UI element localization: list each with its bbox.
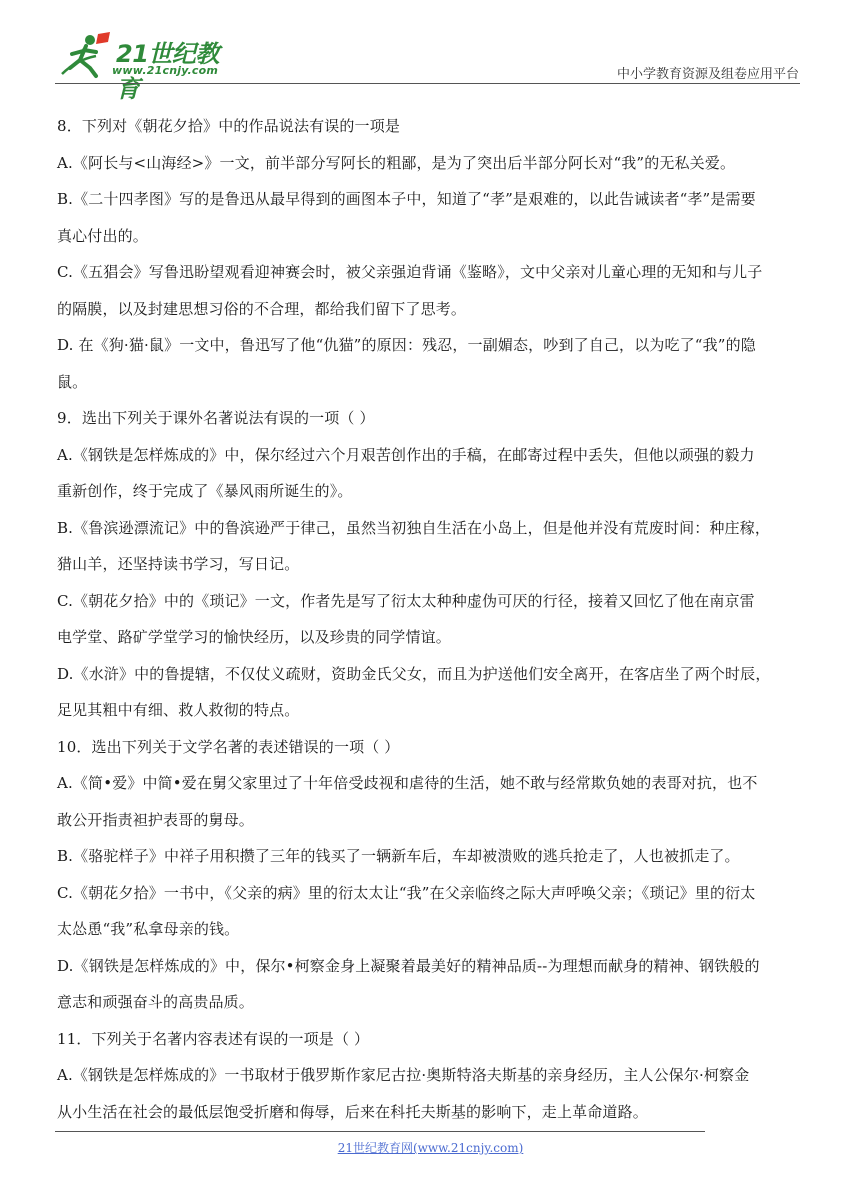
- question-10-option-c: C.《朝花夕拾》一书中，《父亲的病》里的衍太太让“我”在父亲临终之际大声呼唤父亲；《琐记》里的衍太: [57, 883, 756, 902]
- page-footer: [0, 1139, 861, 1156]
- question-10-option-a-cont: 敢公开指责袒护表哥的舅母。: [57, 810, 254, 829]
- question-10-option-c-cont: 太怂恿“我”私拿母亲的钱。: [57, 920, 240, 938]
- question-9-option-c: C.《朝花夕拾》中的《琐记》一文，作者先是写了衍太太种种虚伪可厌的行径，接着又回忆了他在南京雷: [57, 591, 755, 610]
- question-10-option-b: B.《骆驼样子》中祥子用积攒了三年的钱买了一辆新车后，车却被溃败的逃兵抢走了，人也被抓走了。: [57, 847, 740, 865]
- question-10-option-d-cont: 意志和顽强奋斗的高贵品质。: [57, 993, 254, 1011]
- question-8-option-b: B.《二十四孝图》写的是鲁迅从最早得到的画图本子中，知道了“孝”是艰难的，以此告诫读者“孝”是需要: [57, 190, 756, 208]
- question-11-option-a-cont: 从小生活在社会的最低层饱受折磨和侮辱，后来在科托夫斯基的影响下，走上革命道路。: [57, 1102, 648, 1121]
- question-9-option-c-cont: 电学堂、路矿学堂学习的愉快经历，以及珍贵的同学情谊。: [57, 628, 451, 646]
- page-header: [0, 0, 861, 103]
- question-9-option-a-cont: 重新创作，终于完成了《暴风雨所诞生的》。: [57, 482, 353, 500]
- question-11-option-a: A.《钢铁是怎样炼成的》一书取材于俄罗斯作家尼古拉·奥斯特洛夫斯基的亲身经历，主人公保尔·柯察金: [57, 1066, 750, 1084]
- question-content: [57, 108, 802, 1130]
- question-9-option-d: D.《水浒》中的鲁提辖，不仅仗义疏财，资助金氏父女，而且为护送他们安全离开，在客店坐了两个时辰，: [57, 664, 771, 683]
- logo-url: www.21cnjy.com: [112, 64, 219, 77]
- platform-label: 中小学教育资源及组卷应用平台: [616, 67, 799, 82]
- question-8-option-d: D. 在《狗·猫·鼠》一文中，鲁迅写了他“仇猫”的原因：残忍，一副媚态，吵到了自己，以为吃了“我”的隐: [57, 336, 756, 354]
- question-8-option-b-cont: 真心付出的。: [57, 226, 148, 245]
- question-8-option-d-cont: 鼠。: [57, 372, 88, 391]
- site-logo[interactable]: [56, 30, 236, 103]
- footer-link[interactable]: 21世纪教育网(www.21cnjy.com): [337, 1141, 524, 1155]
- question-10-stem: 10．选出下列关于文学名著的表述错误的一项（ ）: [57, 737, 400, 756]
- runner-logo-icon: [56, 30, 116, 80]
- question-10-option-a: A.《简•爱》中简•爱在舅父家里过了十年倍受歧视和虐待的生活，她不敢与经常欺负她的表哥对抗，也不: [57, 774, 758, 792]
- question-9-option-d-cont: 足见其粗中有细、救人救彻的特点。: [57, 701, 300, 719]
- header-divider: [55, 83, 800, 84]
- question-8-option-a: A.《阿长与<山海经>》一文，前半部分写阿长的粗鄙，是为了突出后半部分阿长对“我”的无私关爱。: [57, 153, 736, 172]
- question-9-option-b-cont: 猎山羊，还坚持读书学习，写日记。: [57, 555, 300, 573]
- question-9-option-a: A.《钢铁是怎样炼成的》中，保尔经过六个月艰苦创作出的手稿，在邮寄过程中丢失，但他以顽强的毅力: [57, 445, 755, 464]
- question-9-option-b: B.《鲁滨逊漂流记》中的鲁滨逊严于律己，虽然当初独自生活在小岛上，但是他并没有荒废时间：种庄稼，: [57, 518, 770, 537]
- logo-title: 21世纪教育: [116, 40, 219, 103]
- question-8-stem: 8．下列对《朝花夕拾》中的作品说法有误的一项是: [57, 117, 400, 135]
- question-9-stem: 9．选出下列关于课外名著说法有误的一项（ ）: [57, 409, 375, 427]
- footer-divider: [55, 1131, 705, 1132]
- question-11-stem: 11．下列关于名著内容表述有误的一项是（ ）: [57, 1029, 370, 1048]
- question-8-option-c: C.《五猖会》写鲁迅盼望观看迎神赛会时，被父亲强迫背诵《鉴略》，文中父亲对儿童心理的无知和与儿子: [57, 263, 763, 281]
- question-8-option-c-cont: 的隔膜，以及封建思想习俗的不合理，都给我们留下了思考。: [57, 299, 467, 318]
- question-10-option-d: D.《钢铁是怎样炼成的》中，保尔•柯察金身上凝聚着最美好的精神品质--为理想而献身的精神、钢铁般的: [57, 956, 760, 975]
